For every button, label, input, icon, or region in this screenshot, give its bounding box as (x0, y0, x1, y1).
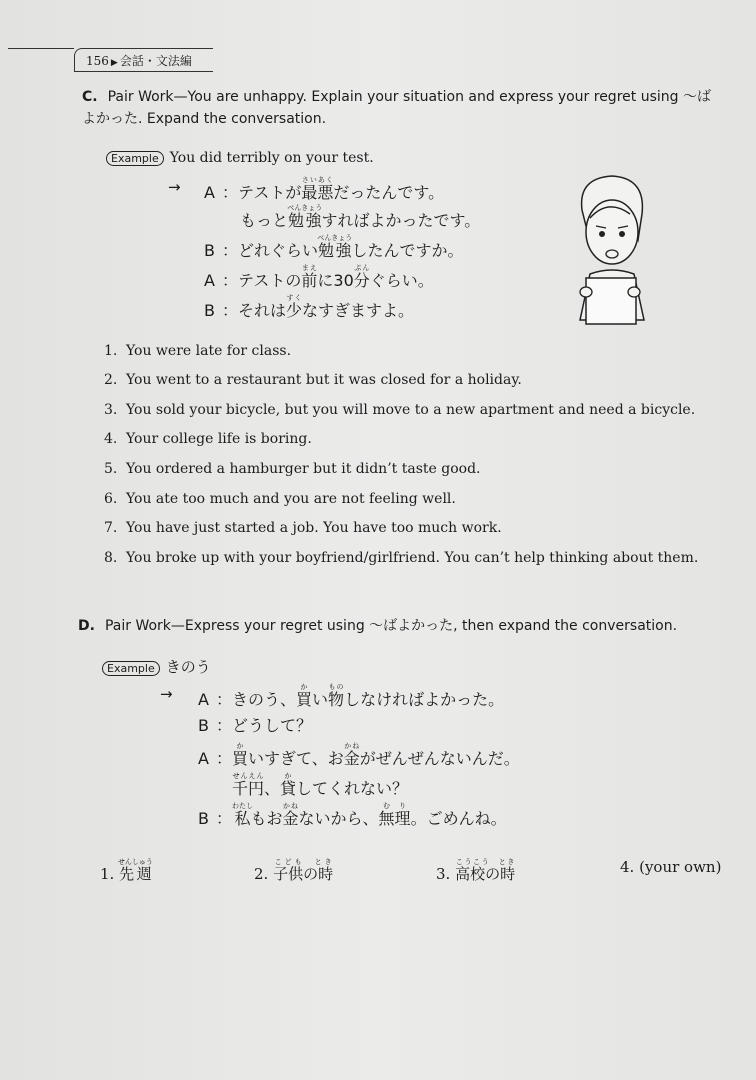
dialog-line: 千円せんえん、貸かしてくれない？ (232, 772, 409, 798)
dialog-line: B ：それは少すくなすぎますよ。 (204, 294, 415, 320)
example-prompt: きのう (165, 658, 211, 676)
option-item: 4. (your own) (620, 858, 722, 876)
dialog-line: B ：私わたしもお金かねないから、無理むり。ごめんね。 (198, 802, 507, 828)
example-prompt: You did terribly on your test. (169, 150, 374, 166)
dialog-line: B ：どうして？ (198, 716, 313, 735)
section-c-heading (82, 86, 722, 130)
section-c-letter: C. (82, 89, 98, 105)
page-header (86, 52, 192, 69)
option-item: 2. 子供の時こども とき (254, 858, 334, 883)
section-d-letter: D. (78, 618, 95, 634)
example-tag: Example (106, 151, 164, 166)
list-item: 8. You broke up with your boyfriend/girlfriend. You can’t help thinking about them. (104, 550, 699, 566)
section-d-example (102, 656, 211, 677)
list-item: 3. You sold your bicycle, but you will move to a new apartment and need a bicycle. (104, 402, 696, 418)
dialog-line: A ：テストの前まえに30分ぷんぐらい。 (204, 264, 434, 290)
option-item: 1. 先週せんしゅう (100, 858, 153, 883)
example-tag: Example (102, 661, 160, 676)
triangle-icon: ▶ (110, 58, 118, 68)
list-item: 7. You have just started a job. You have too much work. (104, 520, 502, 536)
list-item: 5. You ordered a hamburger but it didn’t taste good. (104, 461, 481, 477)
worried-student-illustration (568, 170, 654, 330)
arrow-icon: → (160, 685, 173, 703)
arrow-icon: → (168, 178, 181, 196)
header-rule (8, 48, 74, 49)
list-item: 4. Your college life is boring. (104, 431, 312, 447)
option-item: 3. 高校の時こうこう とき (436, 858, 516, 883)
section-c-example (106, 150, 374, 166)
section-d-heading (78, 615, 677, 637)
dialog-line: A ：買かいすぎて、お金かねがぜんぜんないんだ。 (198, 742, 520, 768)
dialog-line: A ：きのう、買かい物ものしなければよかった。 (198, 683, 505, 709)
section-name: 会話・文法編 (119, 54, 192, 68)
dialog-line: A ：テストが最悪さいあくだったんです。 (204, 176, 445, 202)
page-number: 156 (86, 54, 109, 68)
section-c-title-line2: よかった. Expand the conversation. (82, 111, 327, 127)
list-item: 6. You ate too much and you are not feeling well. (104, 491, 456, 507)
section-c-title-line1: Pair Work—You are unhappy. Explain your situation and express your regret using 〜ば (107, 89, 711, 105)
section-d-title: Pair Work—Express your regret using 〜ばよかった, then expand the conversation. (104, 618, 678, 634)
dialog-line: もっと勉強べんきょうすればよかったです。 (240, 204, 481, 230)
dialog-line: B ：どれぐらい勉強べんきょうしたんですか。 (204, 234, 464, 260)
list-item: 2. You went to a restaurant but it was closed for a holiday. (104, 372, 522, 388)
list-item: 1. You were late for class. (104, 343, 292, 359)
